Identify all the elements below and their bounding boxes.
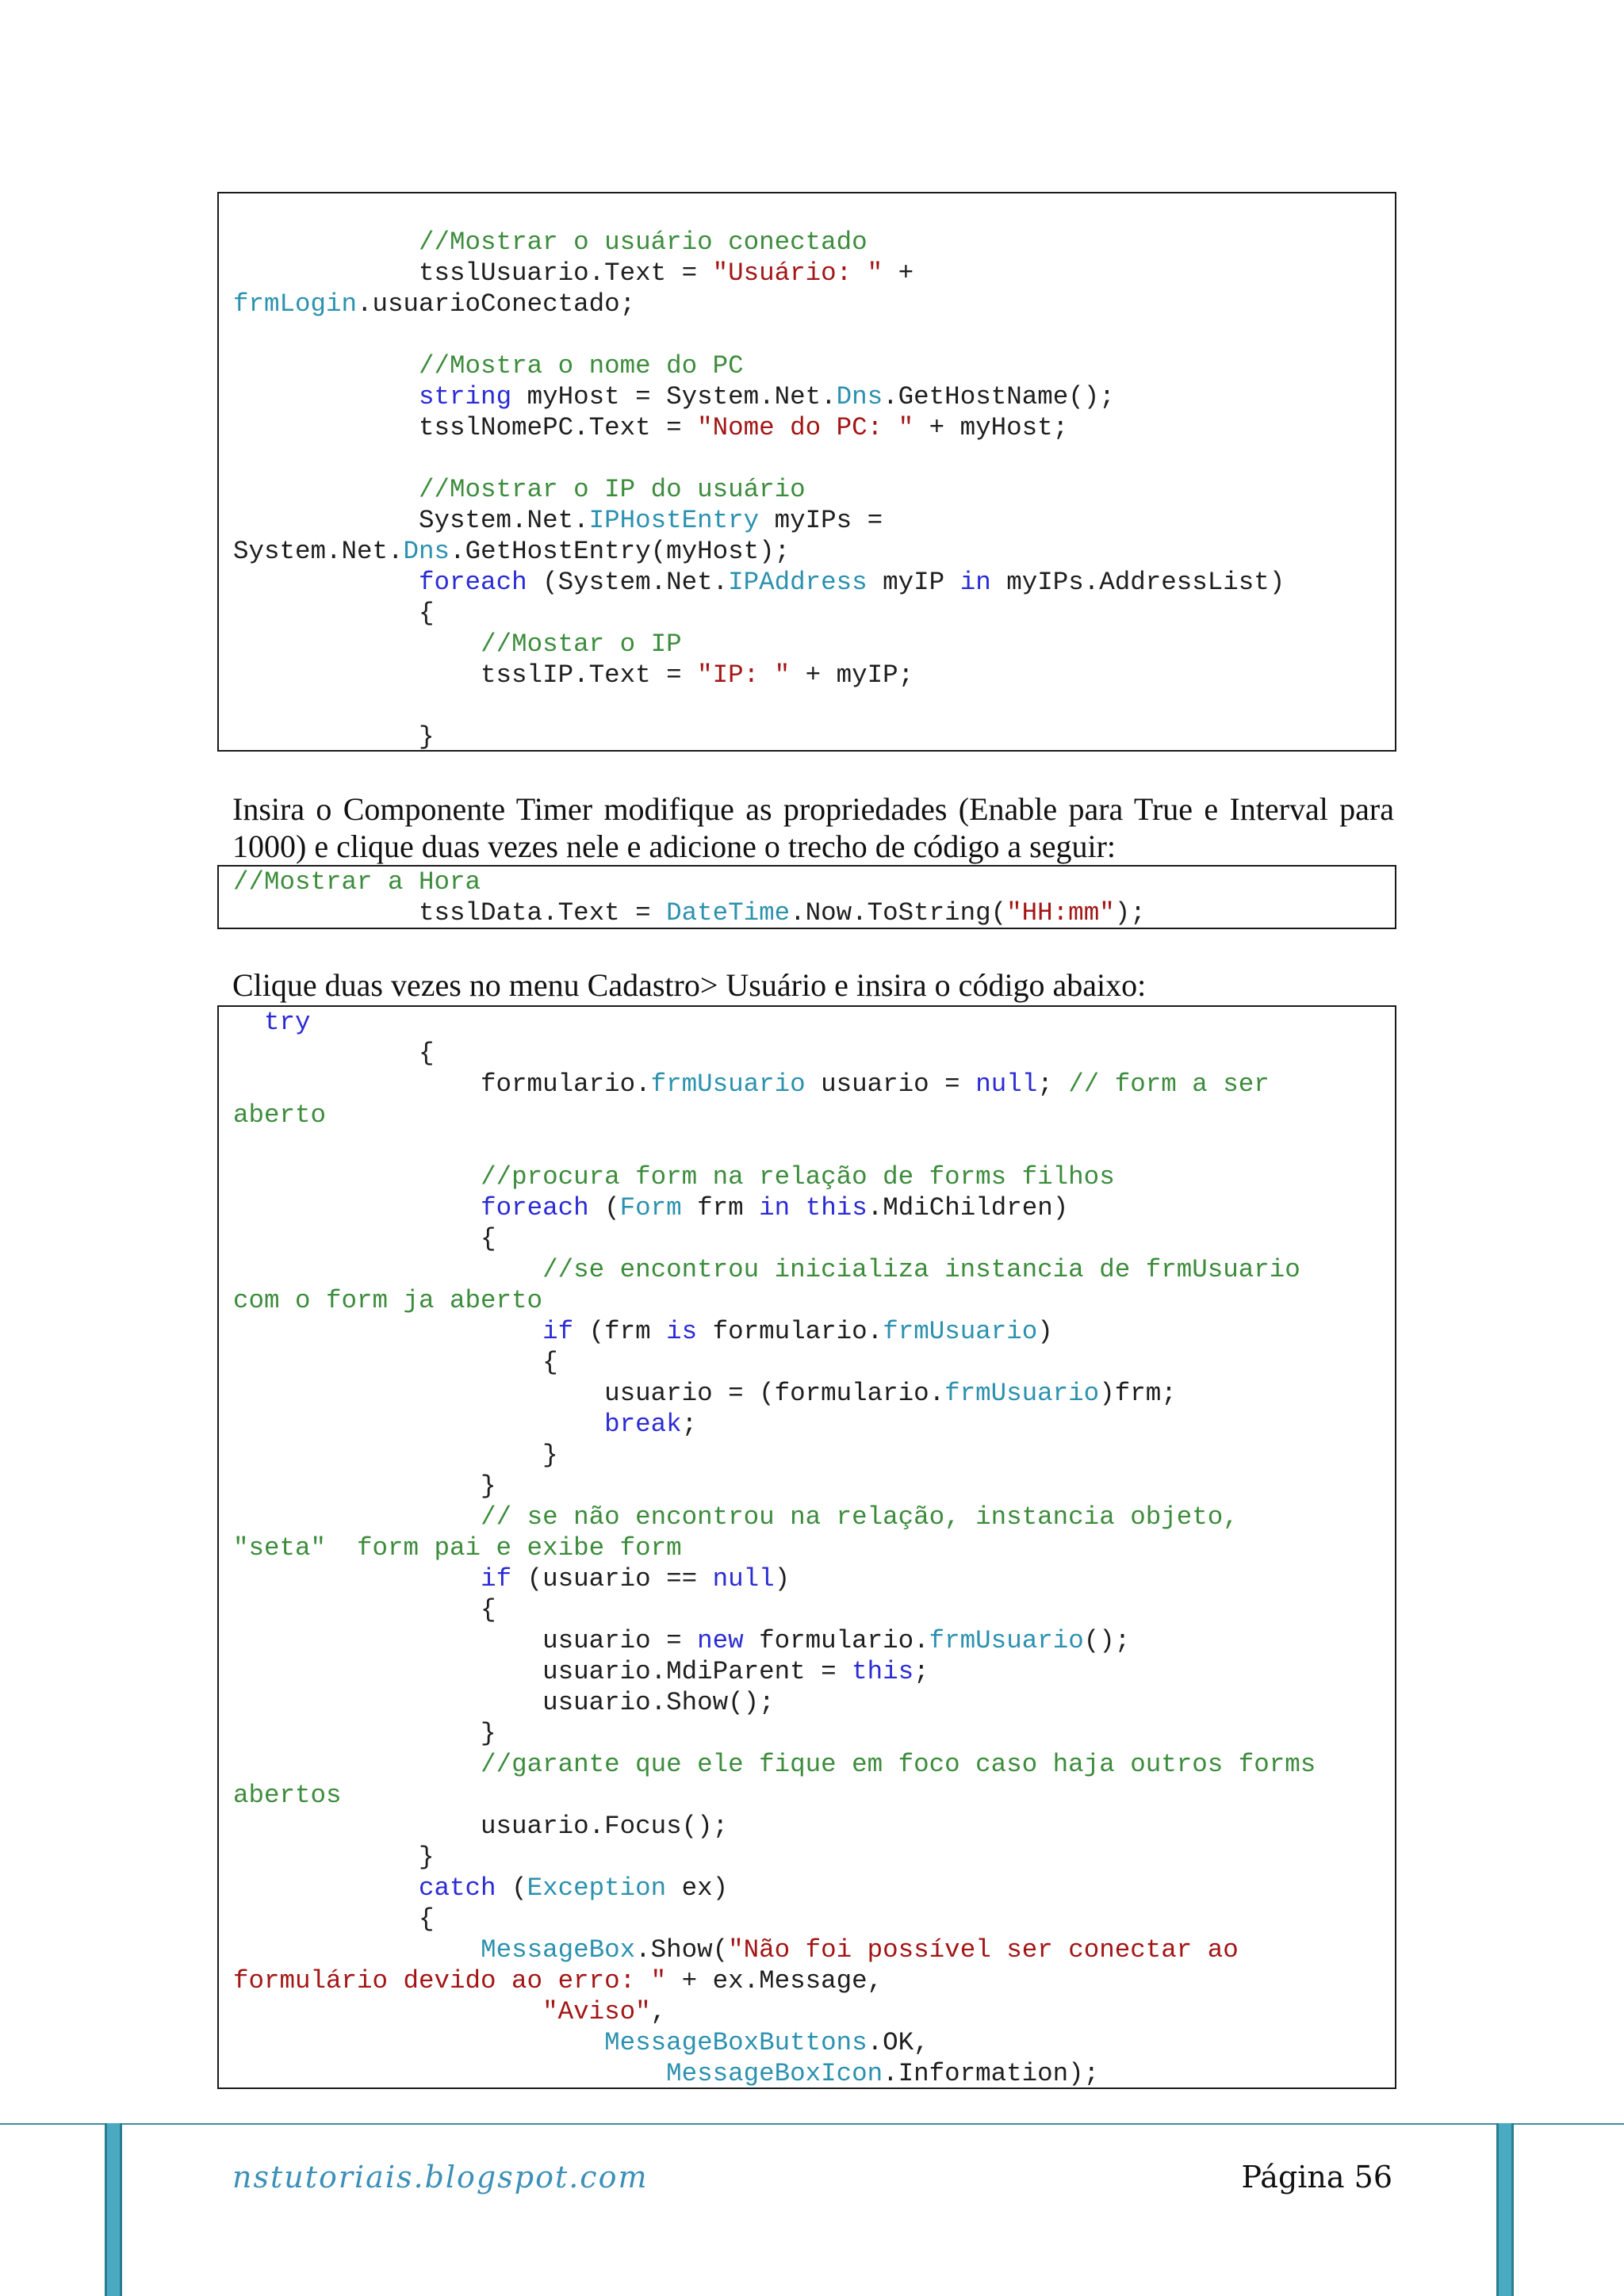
- code-token: MessageBox: [481, 1935, 636, 1965]
- code-token: "Usuário: ": [712, 258, 883, 288]
- code-token: usuario = (formulario.: [233, 1379, 945, 1408]
- code-line: [233, 629, 1395, 660]
- code-token: + myHost;: [914, 413, 1069, 442]
- code-token: .MdiChildren): [867, 1193, 1069, 1223]
- code-token: Dns: [403, 537, 450, 566]
- code-line: [233, 443, 1395, 474]
- code-line: [233, 1347, 1395, 1378]
- code-line: [233, 1409, 1395, 1440]
- code-token: catch: [419, 1873, 496, 1903]
- code-token: MessageBoxButtons: [604, 2028, 868, 2057]
- code-token: [233, 475, 419, 504]
- code-token: frmLogin: [233, 289, 358, 319]
- code-token: {: [233, 1348, 558, 1377]
- code-token: usuario.MdiParent =: [233, 1657, 852, 1686]
- code-token: {: [233, 1039, 435, 1068]
- code-line: [233, 660, 1395, 691]
- code-token: [233, 1564, 481, 1594]
- code-listing-3: [219, 1007, 1395, 2089]
- code-token: aberto: [233, 1100, 327, 1130]
- code-token: (usuario ==: [511, 1564, 713, 1594]
- code-token: //Mostra o nome do PC: [419, 351, 744, 381]
- code-line: [233, 867, 1395, 897]
- code-token: frmUsuario: [883, 1317, 1038, 1346]
- code-token: )frm;: [1099, 1379, 1177, 1408]
- code-line: [233, 1780, 1395, 1811]
- code-line: [233, 1563, 1395, 1594]
- code-line: [233, 1192, 1395, 1223]
- code-token: in: [959, 568, 991, 597]
- code-line: [233, 897, 1395, 928]
- code-token: [790, 1193, 806, 1223]
- code-token: .Show(: [635, 1935, 729, 1965]
- code-line: [233, 721, 1395, 752]
- code-line: [233, 381, 1395, 412]
- code-line: [233, 1131, 1395, 1161]
- code-token: [233, 1935, 481, 1965]
- code-token: usuario =: [805, 1070, 976, 1099]
- code-token: tsslUsuario.Text =: [233, 258, 713, 288]
- code-token: [233, 351, 419, 381]
- code-token: DateTime: [666, 898, 791, 928]
- code-token: foreach: [419, 568, 527, 597]
- code-block-1: [217, 192, 1396, 752]
- code-token: usuario.Focus();: [233, 1812, 729, 1841]
- code-token: .GetHostName();: [883, 382, 1115, 411]
- code-token: (System.Net.: [527, 568, 729, 597]
- code-line: [233, 1502, 1395, 1533]
- code-token: );: [1114, 898, 1146, 928]
- code-token: break: [604, 1410, 682, 1439]
- code-token: IPHostEntry: [588, 506, 760, 535]
- code-line: [233, 289, 1395, 320]
- code-token: [233, 1317, 542, 1346]
- code-token: formulário devido ao erro: ": [233, 1966, 667, 1996]
- code-token: frmUsuario: [944, 1379, 1100, 1408]
- code-line: [233, 1069, 1395, 1100]
- code-line: [233, 691, 1395, 721]
- code-token: + ex.Message,: [666, 1966, 883, 1996]
- code-line: [233, 1285, 1395, 1316]
- code-token: "Aviso": [542, 1997, 651, 2026]
- code-token: (: [588, 1193, 620, 1223]
- code-line: [233, 1749, 1395, 1780]
- code-token: System.Net.: [233, 537, 404, 566]
- code-token: frmUsuario: [929, 1626, 1084, 1655]
- code-token: null: [712, 1564, 775, 1594]
- code-block-2: [217, 865, 1396, 929]
- code-token: string: [419, 382, 512, 411]
- code-line: [233, 1440, 1395, 1471]
- code-token: if: [481, 1564, 512, 1594]
- code-line: [233, 1471, 1395, 1502]
- code-line: [233, 1254, 1395, 1285]
- code-token: [233, 1750, 481, 1779]
- code-token: in: [759, 1193, 791, 1223]
- code-line: [233, 474, 1395, 505]
- code-token: Dns: [836, 382, 883, 411]
- code-token: usuario.Show();: [233, 1688, 775, 1717]
- footer-site-link[interactable]: nstutoriais.blogspot.com: [232, 2160, 649, 2195]
- code-token: {: [233, 599, 435, 628]
- code-token: formulario.: [233, 1070, 651, 1099]
- code-token: .Information);: [883, 2059, 1100, 2088]
- code-token: com o form ja aberto: [233, 1286, 543, 1315]
- code-token: //garante que ele fique em foco caso haja outros forms: [481, 1750, 1316, 1779]
- code-listing-2: [219, 867, 1395, 928]
- code-token: [233, 1193, 481, 1223]
- code-token: {: [233, 1904, 435, 1934]
- code-token: ;: [681, 1410, 698, 1439]
- code-token: .usuarioConectado;: [357, 289, 636, 319]
- code-token: {: [233, 1224, 496, 1253]
- code-token: null: [975, 1070, 1038, 1099]
- code-token: ();: [1083, 1626, 1131, 1655]
- code-token: }: [233, 722, 435, 752]
- code-token: myHost = System.Net.: [511, 382, 837, 411]
- code-token: //Mostrar o usuário conectado: [419, 228, 868, 257]
- code-token: [233, 1162, 481, 1192]
- page-number: Página 56: [1241, 2160, 1392, 2195]
- code-token: [233, 1873, 419, 1903]
- code-token: this: [852, 1657, 914, 1686]
- code-token: ;: [914, 1657, 929, 1686]
- code-token: //procura form na relação de forms filhos: [481, 1162, 1115, 1192]
- code-token: Form: [619, 1193, 682, 1223]
- code-token: }: [233, 1719, 496, 1748]
- code-line: [233, 2058, 1395, 2089]
- code-line: [233, 1811, 1395, 1842]
- code-token: "Não foi possível ser conectar ao: [728, 1935, 1239, 1965]
- code-listing-1: [219, 193, 1395, 752]
- code-token: "IP: ": [697, 660, 791, 690]
- code-line: [233, 536, 1395, 567]
- code-line: [233, 505, 1395, 536]
- code-token: }: [233, 1441, 558, 1470]
- paragraph-cadastro: Clique duas vezes no menu Cadastro> Usuário e insira o código abaixo:: [232, 967, 1147, 1003]
- code-token: ex): [666, 1873, 729, 1903]
- code-token: Exception: [527, 1873, 667, 1903]
- code-token: tsslIP.Text =: [233, 660, 698, 690]
- code-token: ;: [1037, 1070, 1069, 1099]
- code-line: [233, 1718, 1395, 1749]
- code-token: .GetHostEntry(myHost);: [450, 537, 791, 566]
- code-token: ,: [650, 1997, 667, 2026]
- code-line: [233, 1378, 1395, 1409]
- paragraph-timer: Insira o Componente Timer modifique as propriedades (Enable para True e Interval para 1000) e clique duas vezes nele e adicione o trecho de código a seguir:: [232, 791, 1394, 864]
- code-token: // se não encontrou na relação, instancia objeto,: [481, 1502, 1239, 1532]
- code-token: try: [264, 1008, 311, 1037]
- code-line: [233, 1656, 1395, 1687]
- code-line: [233, 1687, 1395, 1718]
- code-token: tsslData.Text =: [233, 898, 667, 928]
- code-token: [233, 382, 419, 411]
- code-line: [233, 1996, 1395, 2027]
- code-token: IPAddress: [728, 568, 868, 597]
- code-token: (: [496, 1873, 527, 1903]
- code-token: MessageBoxIcon: [666, 2059, 883, 2088]
- code-token: [233, 1008, 264, 1037]
- code-token: //Mostrar o IP do usuário: [419, 475, 806, 504]
- code-line: [233, 1594, 1395, 1625]
- code-token: "HH:mm": [1006, 898, 1115, 928]
- code-token: [233, 228, 419, 257]
- code-token: [233, 2059, 666, 2088]
- code-token: +: [883, 258, 914, 288]
- code-line: [233, 1842, 1395, 1873]
- code-line: [233, 1533, 1395, 1563]
- code-line: [233, 1873, 1395, 1904]
- code-line: [233, 598, 1395, 629]
- code-line: [233, 412, 1395, 443]
- code-token: // form a ser: [1068, 1070, 1270, 1099]
- code-token: "Nome do PC: ": [697, 413, 914, 442]
- code-token: myIPs.AddressList): [990, 568, 1285, 597]
- code-line: [233, 2027, 1395, 2058]
- code-token: [233, 629, 481, 659]
- code-line: [233, 1100, 1395, 1131]
- code-line: [233, 350, 1395, 381]
- code-token: ): [1037, 1317, 1053, 1346]
- code-token: + myIP;: [790, 660, 914, 690]
- code-line: [233, 1625, 1395, 1656]
- code-token: if: [542, 1317, 574, 1346]
- code-line: [233, 567, 1395, 598]
- footer-divider: [0, 2123, 1624, 2125]
- code-token: formulario.: [697, 1317, 883, 1346]
- code-token: }: [233, 1471, 496, 1501]
- code-line: [233, 1965, 1395, 1996]
- code-token: .OK,: [867, 2028, 929, 2057]
- code-token: [233, 2028, 604, 2057]
- code-token: formulario.: [743, 1626, 929, 1655]
- code-token: [233, 1997, 542, 2026]
- code-token: [233, 1255, 542, 1284]
- code-token: abertos: [233, 1781, 342, 1810]
- code-token: {: [233, 1595, 496, 1624]
- code-line: [233, 1161, 1395, 1192]
- code-token: this: [805, 1193, 868, 1223]
- code-token: }: [233, 1843, 435, 1872]
- code-token: myIPs =: [759, 506, 883, 535]
- code-line: [233, 258, 1395, 289]
- code-token: is: [666, 1317, 698, 1346]
- code-line: [233, 1904, 1395, 1934]
- code-line: [233, 1038, 1395, 1069]
- code-token: foreach: [481, 1193, 589, 1223]
- code-token: (frm: [573, 1317, 667, 1346]
- code-token: ): [774, 1564, 791, 1594]
- footer-left-bar: [105, 2123, 122, 2296]
- footer-right-bar: [1496, 2123, 1514, 2296]
- code-block-3: [217, 1005, 1396, 2089]
- code-line: [233, 227, 1395, 258]
- code-token: .Now.ToString(: [790, 898, 1007, 928]
- code-line: [233, 1316, 1395, 1347]
- code-token: //Mostrar a Hora: [233, 867, 481, 897]
- code-token: //se encontrou inicializa instancia de frmUsuario: [542, 1255, 1300, 1284]
- code-token: [233, 568, 419, 597]
- code-token: System.Net.: [233, 506, 589, 535]
- code-token: "seta" form pai e exibe form: [233, 1533, 682, 1563]
- code-token: [233, 1410, 604, 1439]
- code-line: [233, 320, 1395, 350]
- code-line: [233, 1934, 1395, 1965]
- code-token: frmUsuario: [650, 1070, 806, 1099]
- code-token: //Mostar o IP: [481, 629, 682, 659]
- code-token: myIP: [867, 568, 960, 597]
- code-token: frm: [681, 1193, 760, 1223]
- code-token: tsslNomePC.Text =: [233, 413, 698, 442]
- code-line: [233, 1223, 1395, 1254]
- code-token: usuario =: [233, 1626, 698, 1655]
- code-line: [233, 1007, 1395, 1038]
- code-token: [233, 1502, 481, 1532]
- code-token: new: [697, 1626, 744, 1655]
